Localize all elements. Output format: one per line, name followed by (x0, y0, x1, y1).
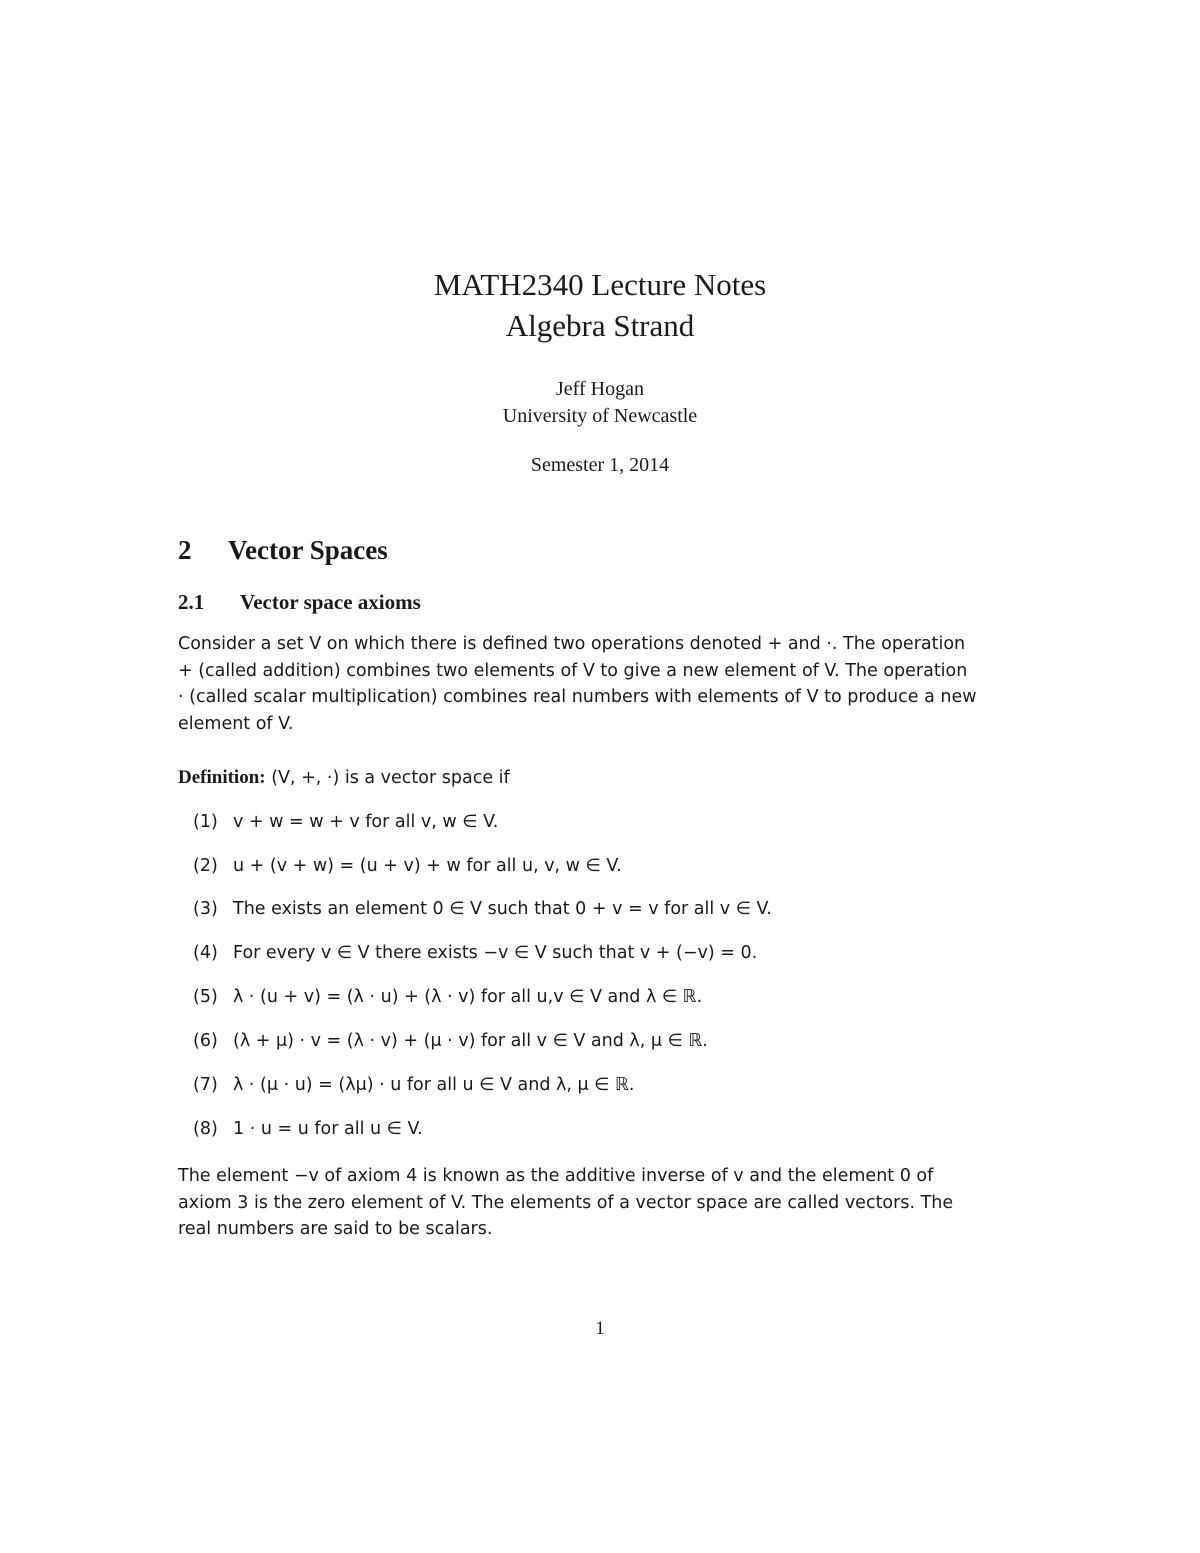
axiom-text: For every v ∈ V there exists −v ∈ V such that v + (−v) = 0. (233, 943, 758, 963)
author-name: Jeff Hogan (556, 378, 644, 400)
axiom-item (193, 1031, 708, 1051)
closing-paragraph (178, 1163, 1023, 1243)
intro-line: Consider a set V on which there is defined two operations denoted + and ·. The operation (178, 634, 966, 654)
author-block (0, 376, 1200, 430)
intro-paragraph (178, 631, 1023, 737)
axiom-text: λ · (μ · u) = (λμ) · u for all u ∈ V and λ, μ ∈ ℝ. (233, 1075, 635, 1095)
axiom-number: (4) (193, 943, 218, 963)
subsection-number: 2.1 (178, 590, 205, 614)
axiom-text: v + w = w + v for all v, w ∈ V. (233, 812, 499, 832)
intro-line: + (called addition) combines two elements of V to give a new element of V. The operation (178, 660, 968, 681)
axiom-text: λ · (u + v) = (λ · u) + (λ · v) for all u,v ∈ V and λ ∈ ℝ. (233, 987, 703, 1007)
axiom-number: (3) (193, 899, 218, 919)
section-title: Vector Spaces (228, 535, 388, 565)
intro-line: · (called scalar multiplication) combines real numbers with elements of V to produce a new (178, 687, 977, 707)
axiom-item (193, 899, 772, 919)
document-date: Semester 1, 2014 (530, 454, 670, 476)
axiom-item (193, 987, 702, 1007)
closing-line: real numbers are said to be scalars. (178, 1219, 493, 1239)
document-title: MATH2340 Lecture Notes (433, 267, 767, 302)
axiom-text: (λ + μ) · v = (λ · v) + (μ · v) for all v ∈ V and λ, μ ∈ ℝ. (233, 1031, 708, 1051)
author-institution: University of Newcastle (502, 405, 698, 427)
definition-label: Definition: (178, 767, 266, 788)
section-heading (178, 535, 388, 566)
axiom-number: (2) (193, 856, 218, 876)
title-block (0, 264, 1200, 346)
subsection-heading (178, 590, 421, 615)
axiom-item (193, 1119, 423, 1139)
axiom-number: (1) (193, 812, 218, 832)
intro-line: element of V. (178, 713, 294, 734)
axiom-item (193, 943, 757, 963)
document-subtitle: Algebra Strand (505, 308, 695, 343)
axiom-number: (6) (193, 1031, 218, 1051)
axiom-item (193, 856, 622, 876)
closing-line: axiom 3 is the zero element of V. The elements of a vector space are called vectors. The (178, 1192, 954, 1213)
axiom-number: (7) (193, 1075, 218, 1095)
axiom-number: (5) (193, 987, 218, 1007)
closing-line: The element −v of axiom 4 is known as the additive inverse of v and the element 0 of (178, 1166, 934, 1186)
page-number: 1 (595, 1318, 605, 1339)
axiom-text: 1 · u = u for all u ∈ V. (233, 1119, 423, 1139)
axiom-item (193, 812, 498, 832)
axiom-item (193, 1075, 634, 1095)
axiom-number: (8) (193, 1119, 218, 1139)
date-block (0, 452, 1200, 479)
definition-text: (V, +, ·) is a vector space if (271, 768, 510, 788)
section-number: 2 (178, 535, 192, 565)
axiom-text: u + (v + w) = (u + v) + w for all u, v, w ∈ V. (233, 856, 622, 876)
definition-line (178, 765, 1023, 792)
subsection-title: Vector space axioms (240, 590, 421, 614)
axiom-text: The exists an element 0 ∈ V such that 0 + v = v for all v ∈ V. (233, 899, 772, 919)
